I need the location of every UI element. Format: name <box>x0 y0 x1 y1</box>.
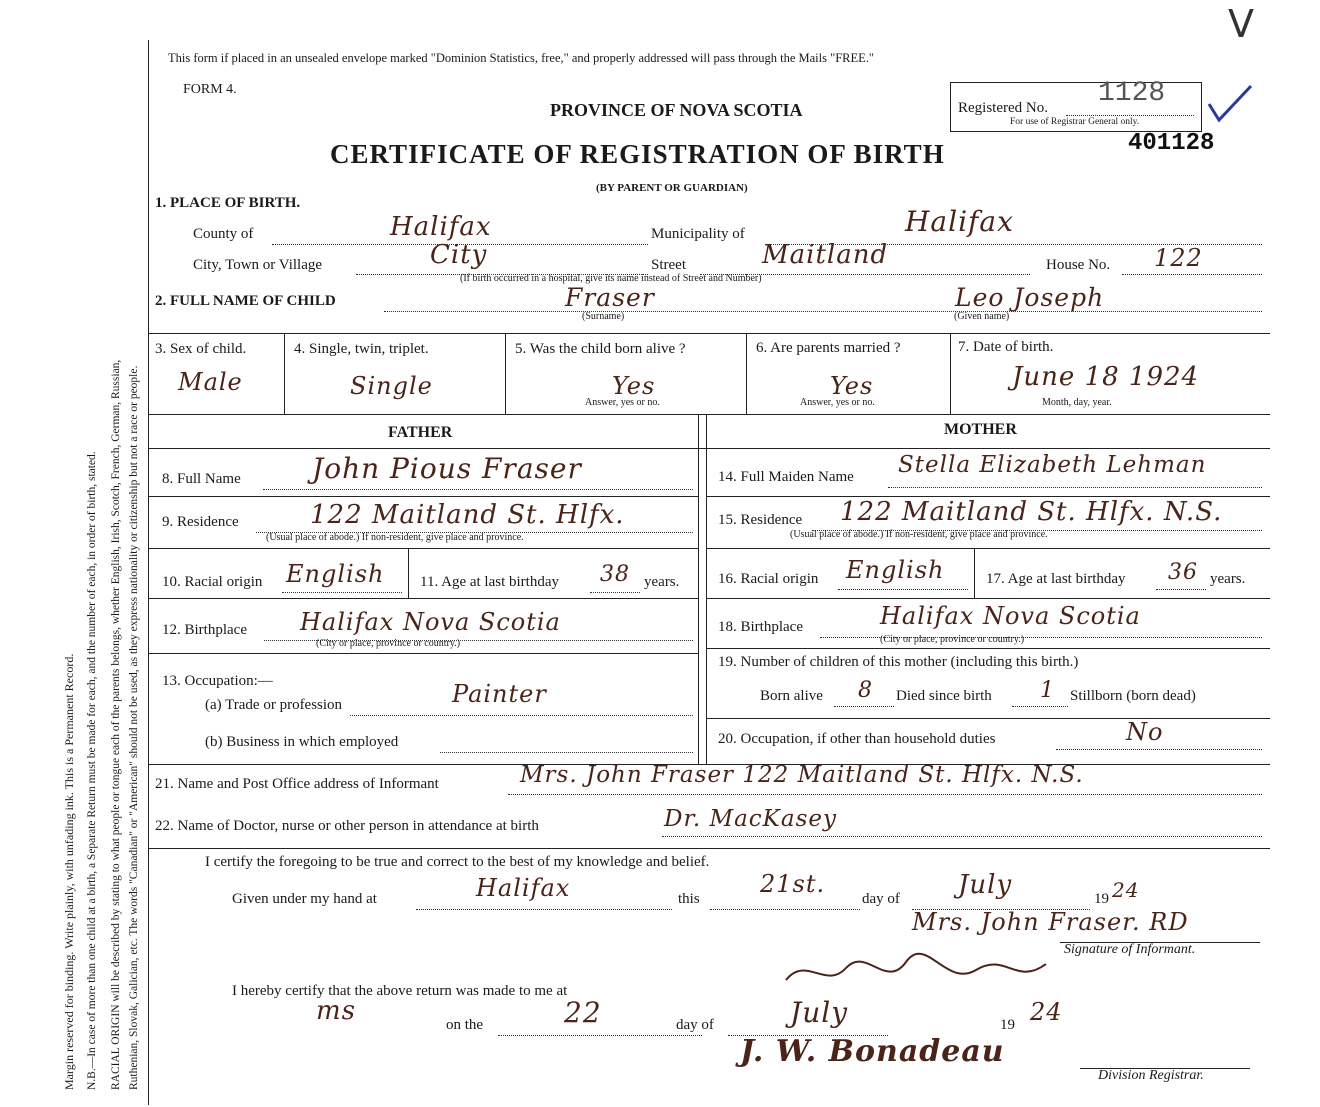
father-name-label: 8. Full Name <box>162 471 241 487</box>
mother-birthplace-label: 18. Birthplace <box>718 619 803 635</box>
mother-residence-label: 15. Residence <box>718 512 803 528</box>
given-year-prefix: 19 <box>1094 891 1109 907</box>
house-number-label: House No. <box>1046 257 1111 273</box>
mother-occupation-label: 20. Occupation, if other than household duties <box>718 731 996 747</box>
born-alive-note: Answer, yes or no. <box>585 397 660 408</box>
date-of-birth-note: Month, day, year. <box>1042 397 1112 408</box>
municipality-label: Municipality of <box>651 226 745 242</box>
province-heading: PROVINCE OF NOVA SCOTIA <box>550 100 803 120</box>
county-label: County of <box>193 226 254 242</box>
child-name-label: 2. FULL NAME OF CHILD <box>155 293 336 309</box>
given-at-place: Halifax <box>476 874 571 902</box>
father-birthplace-value: Halifax Nova Scotia <box>300 608 561 636</box>
mother-residence-note: (Usual place of abode.) If non-resident, give place and province. <box>790 529 1048 540</box>
mother-race-value: English <box>846 556 945 584</box>
mail-notice: This form if placed in an unsealed envelope marked "Dominion Statistics, free," and properly addressed will pass through the Mails "FREE." <box>168 51 875 65</box>
house-number-value: 122 <box>1154 244 1203 272</box>
born-alive-count-label: Born alive <box>760 688 823 704</box>
plurality-value: Single <box>350 372 433 400</box>
certificate-subtitle: (BY PARENT OR GUARDIAN) <box>596 182 748 194</box>
parents-married-value: Yes <box>830 372 874 400</box>
margin-note-racial-origin-1: RACIAL ORIGIN will be described by stating to what people or tongue each of the parents belongs, whether English, Irish, Scotch, French, German, Russian, <box>110 359 122 1090</box>
sex-label: 3. Sex of child. <box>155 341 247 357</box>
informant-value: Mrs. John Fraser 122 Maitland St. Hlfx. N.S. <box>520 762 1084 788</box>
father-residence-label: 9. Residence <box>162 514 239 530</box>
given-name-note: (Given name) <box>954 311 1010 322</box>
registrar-signature: J. W. Bonadeau <box>740 1034 1005 1069</box>
died-since-birth-label: Died since birth <box>896 688 992 704</box>
informant-signature-label: Signature of Informant. <box>1064 942 1196 957</box>
mother-name-value: Stella Elizabeth Lehman <box>898 452 1207 478</box>
father-trade-value: Painter <box>452 680 547 708</box>
died-since-birth-value: 1 <box>1040 678 1055 703</box>
blue-check-icon <box>1205 82 1255 132</box>
city-label: City, Town or Village <box>193 257 323 273</box>
father-years-label: years. <box>644 574 680 590</box>
form-number: FORM 4. <box>183 82 237 97</box>
stillborn-label: Stillborn (born dead) <box>1070 688 1196 704</box>
registrar-only-note: For use of Registrar General only. <box>1010 117 1140 127</box>
registrar-day-of-label: day of <box>676 1017 714 1033</box>
date-of-birth-label: 7. Date of birth. <box>958 339 1054 355</box>
mother-heading: MOTHER <box>944 421 1017 438</box>
street-label: Street <box>651 257 686 273</box>
margin-note-racial-origin-2: Ruthenian, Slovak, Galician, etc. The words "Canadian" or "American" should not be used, as they express nationality or citizenship but not a race or people. <box>128 365 140 1090</box>
given-at-label: Given under my hand at <box>232 891 377 907</box>
mother-race-label: 16. Racial origin <box>718 571 819 587</box>
father-business-label: (b) Business in which employed <box>205 734 399 750</box>
mother-children-label: 19. Number of children of this mother (including this birth.) <box>718 654 1079 670</box>
registrar-statement: I hereby certify that the above return was made to me at <box>232 983 568 999</box>
stamp-number: 401128 <box>1128 130 1215 157</box>
registrar-place-initials: ms <box>316 996 356 1026</box>
mother-occupation-value: No <box>1126 718 1164 746</box>
father-residence-value: 122 Maitland St. Hlfx. <box>310 500 625 530</box>
father-residence-note: (Usual place of abode.) If non-resident, give place and province. <box>266 532 524 543</box>
municipality-value: Halifax <box>905 205 1014 238</box>
born-alive-label: 5. Was the child born alive ? <box>515 341 686 357</box>
given-day: 21st. <box>760 870 826 898</box>
sex-value: Male <box>178 368 243 396</box>
certificate-title: CERTIFICATE OF REGISTRATION OF BIRTH <box>330 139 945 169</box>
father-race-value: English <box>286 560 385 588</box>
father-occupation-label: 13. Occupation:— <box>162 673 273 689</box>
margin-note-multiple-births: N.B.—In case of more than one child at a birth, a Separate Return must be made for each, and the number of each, in order of birth, stated. <box>86 451 98 1090</box>
date-of-birth-value: June 18 1924 <box>1012 362 1200 392</box>
given-month: July <box>958 870 1013 900</box>
mother-residence-value: 122 Maitland St. Hlfx. N.S. <box>840 497 1223 527</box>
informant-label: 21. Name and Post Office address of Informant <box>155 776 439 792</box>
form-left-border <box>148 40 149 1105</box>
child-surname-value: Fraser <box>565 283 655 312</box>
surname-note: (Surname) <box>582 311 625 322</box>
place-of-birth-heading: 1. PLACE OF BIRTH. <box>155 195 301 211</box>
informant-signature: Mrs. John Fraser. RD <box>912 908 1189 936</box>
margin-note-binding: Margin reserved for binding. Write plainly, with unfading ink. This is a Permanent Record. <box>62 653 76 1090</box>
doctor-label: 22. Name of Doctor, nurse or other person in attendance at birth <box>155 818 539 834</box>
father-race-label: 10. Racial origin <box>162 574 263 590</box>
mother-age-label: 17. Age at last birthday <box>986 571 1126 587</box>
mother-birthplace-note: (City or place, province or country.) <box>880 634 1025 645</box>
registrar-month: July <box>790 996 849 1029</box>
registrar-year-prefix: 19 <box>1000 1017 1015 1033</box>
father-name-value: John Pious Fraser <box>312 452 582 485</box>
father-birthplace-note: (City or place, province or country.) <box>316 638 461 649</box>
parents-married-note: Answer, yes or no. <box>800 397 875 408</box>
father-heading: FATHER <box>388 424 453 441</box>
mother-age-value: 36 <box>1168 560 1198 585</box>
given-this-label: this <box>678 891 700 907</box>
given-year-suffix: 24 <box>1112 878 1140 902</box>
parents-married-label: 6. Are parents married ? <box>756 340 901 356</box>
registrar-day: 22 <box>564 996 602 1029</box>
father-age-value: 38 <box>600 562 630 587</box>
street-value: Maitland <box>762 240 889 270</box>
county-value: Halifax <box>390 212 492 242</box>
registrar-on-the-label: on the <box>446 1017 484 1033</box>
hospital-note: (If birth occurred in a hospital, give its name instead of Street and Number) <box>460 273 762 284</box>
mother-years-label: years. <box>1210 571 1246 587</box>
father-trade-label: (a) Trade or profession <box>205 697 343 713</box>
born-alive-value: Yes <box>612 372 656 400</box>
child-given-name-value: Leo Joseph <box>955 283 1105 312</box>
born-alive-count-value: 8 <box>858 678 873 703</box>
mother-birthplace-value: Halifax Nova Scotia <box>880 602 1141 630</box>
mother-name-label: 14. Full Maiden Name <box>718 469 854 485</box>
doctor-value: Dr. MacKasey <box>664 806 837 832</box>
father-age-label: 11. Age at last birthday <box>420 574 559 590</box>
division-registrar-label: Division Registrar. <box>1098 1068 1204 1083</box>
registered-number-value: 1128 <box>1098 78 1166 109</box>
given-day-of-label: day of <box>862 891 900 907</box>
plurality-label: 4. Single, twin, triplet. <box>294 341 429 357</box>
registrar-year-suffix: 24 <box>1030 998 1063 1026</box>
father-birthplace-label: 12. Birthplace <box>162 622 247 638</box>
city-value: City <box>430 240 488 270</box>
registered-number-label: Registered No. <box>958 100 1048 116</box>
certify-statement: I certify the foregoing to be true and correct to the best of my knowledge and belief. <box>205 854 710 870</box>
corner-check-mark: V <box>1228 2 1254 46</box>
